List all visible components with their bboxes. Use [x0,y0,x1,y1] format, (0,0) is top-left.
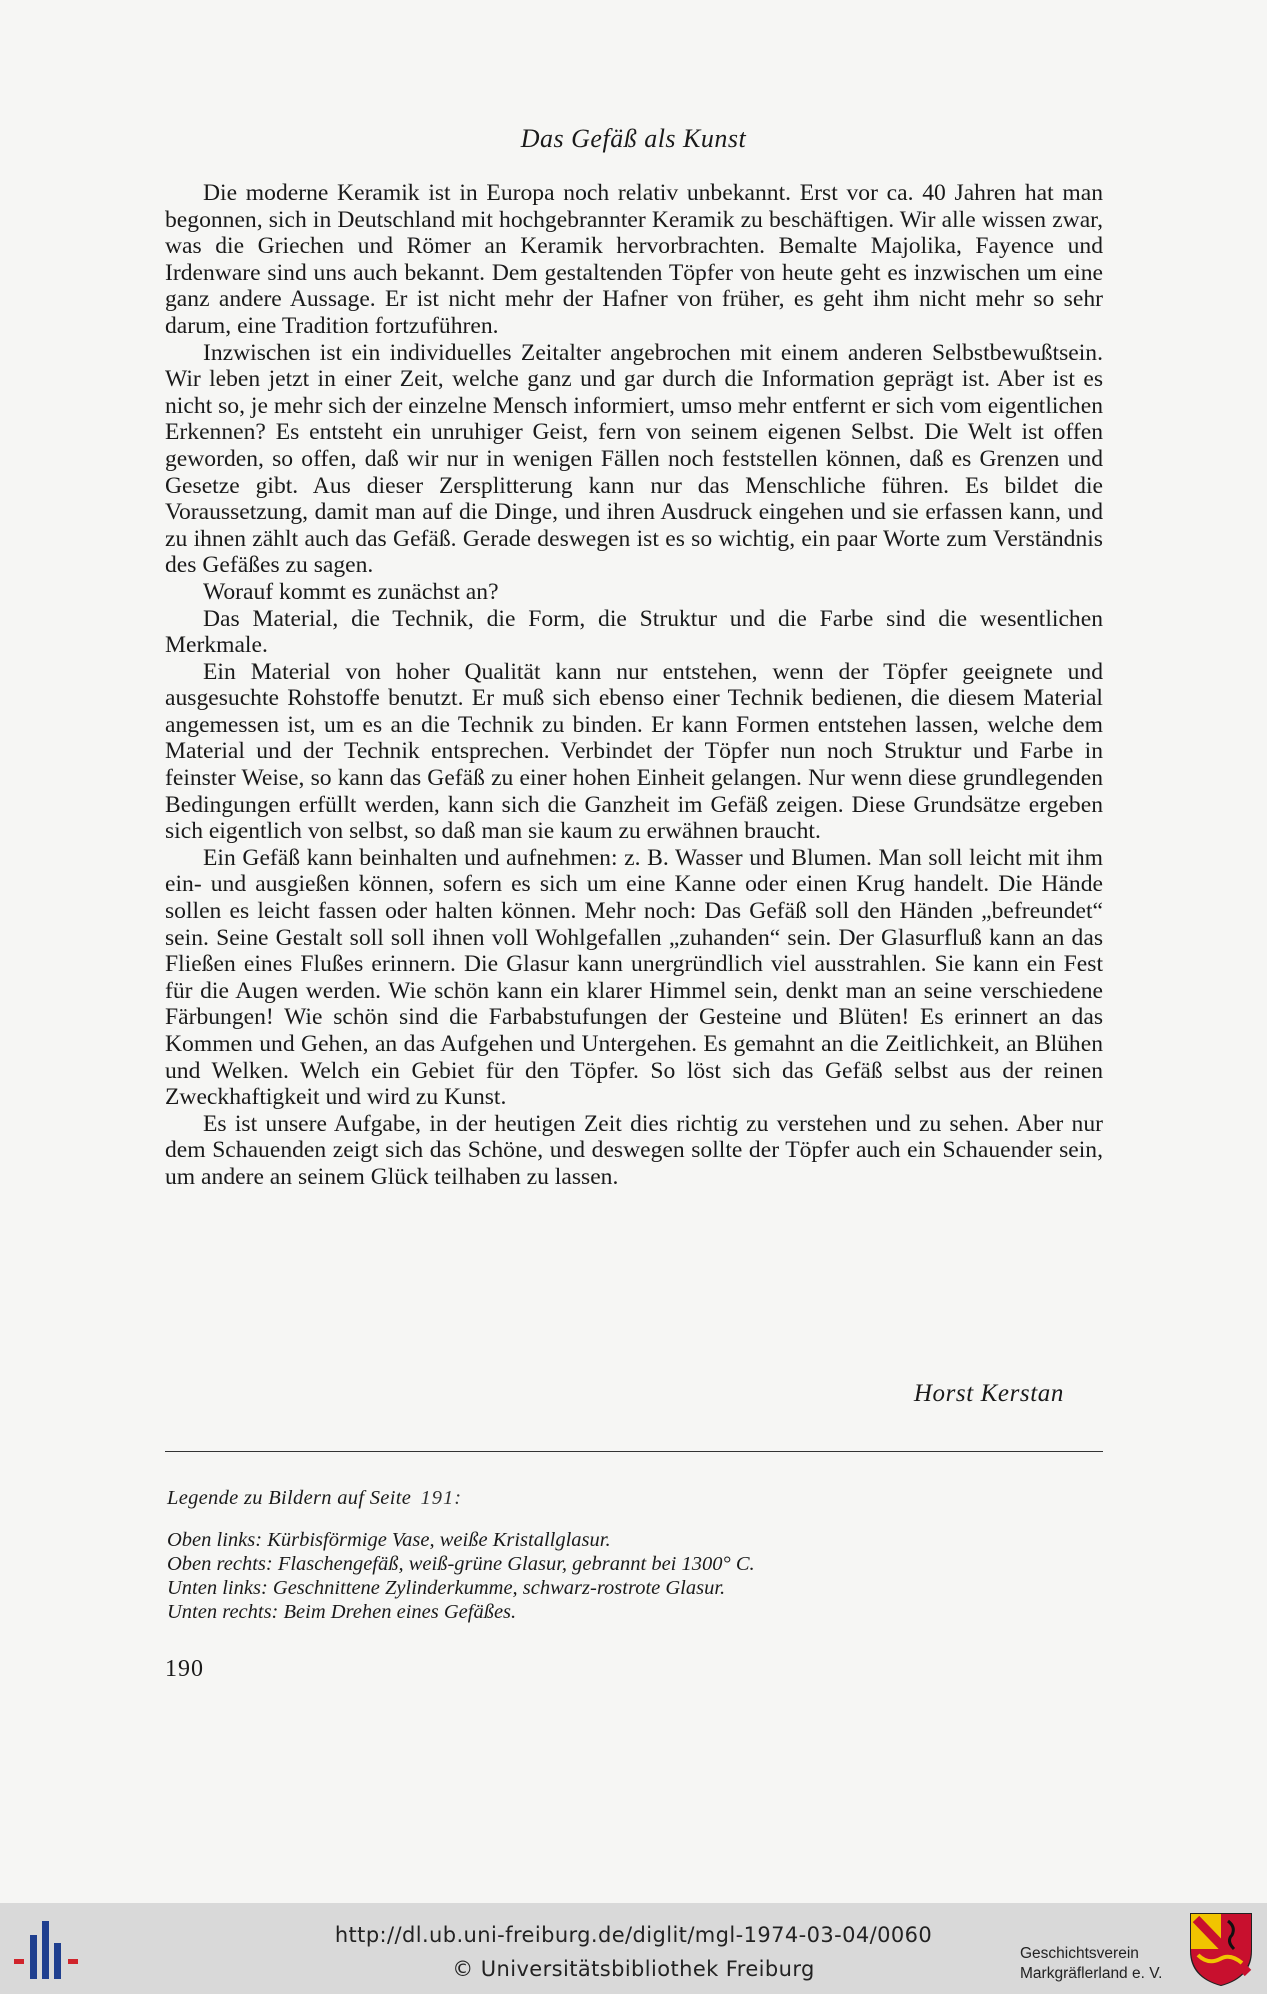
paragraph: Worauf kommt es zunächst an? [203,578,499,605]
legend-item: Unten links: Geschnittene Zylinderkumme, schwarz-rostrote Glasur. [167,1577,726,1599]
paragraph: Inzwischen ist ein individuelles Zeitalter angebrochen mit einem anderen Selbstbewußtsein. Wir leben jetzt in einer Zeit, welche ganz und gar durch die Information geprägt ist. Aber ist es nicht so, je mehr sich der einzelne Mensch informiert, umso mehr entfernt er sich vom eigentlichen Erkennen? Es entsteht ein unruhiger Geist, fern von seinem eigenen Selbst. Die Welt ist offen geworden, so offen, daß wir nur in wenigen Fällen noch feststellen können, daß es Grenzen und Gesetze gibt. Aus dieser Zersplitterung kann nur das Menschliche führen. Es bildet die Voraussetzung, damit man auf die Dinge, und ihren Ausdruck eingehen und sie erfassen kann, und zu ihnen zählt auch das Gefäß. Gerade deswegen ist es so wichtig, ein paar Worte zum Verständnis des Gefäßes zu sagen. [165,339,1103,579]
viewer-footer [0,1903,1267,1994]
legend-title [167,1486,1097,1510]
legend-page-ref: 191: [420,1487,463,1509]
page-number: 190 [165,1656,204,1682]
society-name-line: Geschichtsverein [1020,1945,1139,1962]
image-legend [167,1486,1097,1624]
running-title: Das Gefäß als Kunst [520,124,747,153]
copyright-notice: © Universitätsbibliothek Freiburg [452,1957,815,1981]
paragraph: Die moderne Keramik ist in Europa noch relativ unbekannt. Erst vor ca. 40 Jahren hat man begonnen, sich in Deutschland mit hochgebrannter Keramik zu beschäftigen. Wir alle wissen zwar, was die Griechen und Römer an Keramik hervorbrachten. Bemalte Majolika, Fayence und Irdenware sind uns auch bekannt. Dem gestaltenden Töpfer von heute geht es inzwischen um eine ganz andere Aussage. Er ist nicht mehr der Hafner von früher, es geht ihm nicht mehr so sehr darum, eine Tradition fortzuführen. [165,180,1103,339]
author-signature: Horst Kerstan [913,1380,1064,1407]
society-crest-icon [1188,1911,1254,1987]
paragraph: Es ist unsere Aufgabe, in der heutigen Zeit dies richtig zu verstehen und zu sehen. Aber nur dem Schauenden zeigt sich das Schöne, und deswegen sollte der Töpfer auch ein Schauender sein, um andere an seinem Glück teilhaben zu lassen. [165,1110,1103,1190]
legend-item: Unten rechts: Beim Drehen eines Gefäßes. [167,1601,517,1623]
paragraph: Ein Gefäß kann beinhalten und aufnehmen: z. B. Wasser und Blumen. Man soll leicht mit ihm ein- und ausgießen können, sofern es sich um eine Kanne oder einen Krug handelt. Die Hände sollen es leicht fassen oder halten können. Mehr noch: Das Gefäß soll den Händen „befreundet“ sein. Seine Gestalt soll soll ihnen voll Wohlgefallen „zuhanden“ sein. Der Glasurfluß kann an das Fließen eines Flußes erinnern. Die Glasur kann unergründlich viel ausstrahlen. Sie kann ein Fest für die Augen werden. Wie schön kann ein klarer Himmel sein, denkt man an seine verschiedene Färbungen! Wie schön sind die Farbabstufungen der Gesteine und Blüten! Es erinnert an das Kommen und Gehen, an das Aufgehen und Untergehen. Es gemahnt an die Zeitlichkeit, an Blühen und Welken. Welch ein Gebiet für den Töpfer. So löst sich das Gefäß selbst aus der reinen Zweckhaftigkeit und wird zu Kunst. [165,844,1103,1111]
article-body [165,180,1103,1191]
permalink-link[interactable]: http://dl.ub.uni-freiburg.de/diglit/mgl-1974-03-04/0060 [334,1923,933,1947]
paragraph: Ein Material von hoher Qualität kann nur entstehen, wenn der Töpfer geeignete und ausgesuchte Rohstoffe benutzt. Er muß sich ebenso einer Technik bedienen, die diesem Material angemessen ist, um es an die Technik zu binden. Er kann Formen entstehen lassen, welche dem Material und der Technik entsprechen. Verbindet der Töpfer nun noch Struktur und Farbe in feinster Weise, so kann das Gefäß zu einer hohen Einheit gelangen. Nur wenn diese grundlegenden Bedingungen erfüllt werden, kann sich die Ganzheit im Gefäß zeigen. Diese Grundsätze ergeben sich eigentlich von selbst, so daß man sie kaum zu erwähnen braucht. [165,658,1103,845]
paragraph: Das Material, die Technik, die Form, die Struktur und die Farbe sind die wesentlichen Merkmale. [165,605,1103,659]
legend-item: Oben links: Kürbisförmige Vase, weiße Kristallglasur. [167,1529,611,1551]
society-name [1020,1944,1162,1984]
footnote-divider [165,1451,1103,1452]
legend-title-text: Legende zu Bildern auf Seite [167,1487,412,1509]
society-name-line: Markgräflerland e. V. [1020,1965,1163,1982]
legend-item: Oben rechts: Flaschengefäß, weiß-grüne Glasur, gebrannt bei 1300° C. [167,1553,755,1575]
